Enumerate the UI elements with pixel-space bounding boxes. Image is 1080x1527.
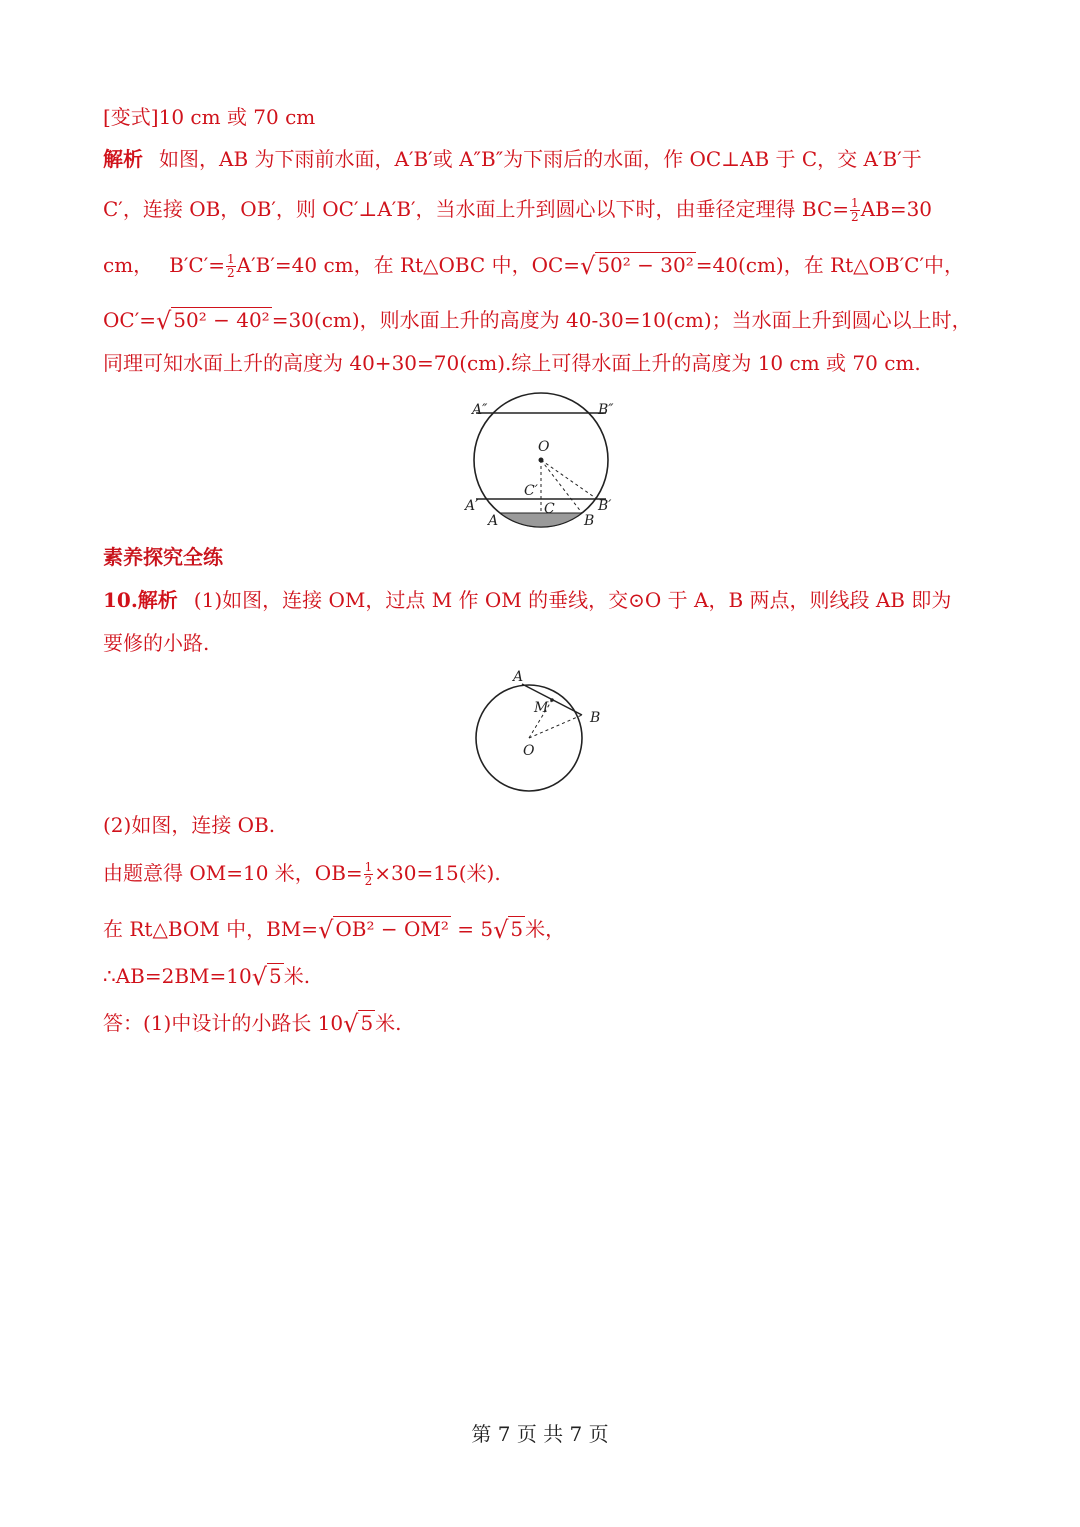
solution1-line2 (103, 194, 983, 224)
label-A2: A″ (472, 402, 488, 418)
part2-line2 (103, 858, 983, 888)
solution1-text-2b: AB=30 (860, 197, 933, 221)
sqrt-five: √ 5 (493, 916, 524, 944)
variant-answer: 10 cm 或 70 cm (158, 105, 316, 129)
label-O: O (523, 743, 535, 759)
part2-text-3b: = 5 (450, 917, 494, 941)
solution1-text-3c: A′B′=40 cm，在 Rt△OBC 中，OC= (236, 253, 581, 277)
fraction-one-half: $\frac{1}{2}$ (364, 860, 373, 888)
label-M: M (534, 700, 549, 716)
section-title: 素养探究全练 (103, 545, 223, 569)
q10-line1 (103, 585, 983, 615)
solution1-text-3a: cm， (103, 253, 154, 277)
part2-text-2a: 由题意得 OM=10 米，OB= (103, 861, 363, 885)
variant-label: [变式] (103, 105, 159, 129)
part2-text-2b: ×30=15(米). (374, 861, 501, 885)
solution1-line4 (103, 305, 983, 335)
label-A1: A′ (465, 498, 479, 514)
label-O: O (538, 439, 550, 455)
q10-text-2: 要修的小路. (103, 631, 210, 655)
q10-line2 (103, 628, 983, 658)
sqrt-five: √ 5 (343, 1010, 374, 1038)
label-C1: C′ (524, 483, 538, 499)
sqrt-expression: √ OB² − OM² (318, 916, 449, 944)
sqrt-expression: √ 50² − 40² (156, 307, 270, 335)
solution1-text-2a: C′，连接 OB，OB′，则 OC′⊥A′B′，当水面上升到圆心以下时，由垂径定理得 BC= (103, 197, 850, 221)
sqrt-five: √ 5 (251, 963, 282, 991)
label-B1: B′ (598, 498, 612, 514)
part2-line3 (103, 914, 983, 944)
page-footer: 第 7 页 共 7 页 (471, 1422, 609, 1446)
part2-text-4a: ∴AB=2BM=10 (103, 964, 252, 988)
solution-label: 解析 (103, 147, 143, 171)
solution1-text-3b: B′C′= (169, 253, 226, 277)
fraction-one-half: $\frac{1}{2}$ (851, 196, 859, 224)
label-C: C (544, 501, 555, 517)
figure1-circle-diagram (460, 395, 620, 535)
label-A: A (513, 669, 524, 685)
fraction-one-half: $\frac{1}{2}$ (227, 252, 235, 280)
solution1-line1 (103, 144, 983, 174)
solution1-line3 (103, 250, 983, 280)
part2-line5 (103, 1008, 983, 1038)
solution1-text-4a: OC′= (103, 308, 156, 332)
q10-number: 10. (103, 588, 138, 612)
part2-text-1: (2)如图，连接 OB. (103, 813, 276, 837)
part2-text-3c: 米， (525, 917, 566, 941)
q10-text-1: (1)如图，连接 OM，过点 M 作 OM 的垂线，交⊙O 于 A，B 两点，则线段 AB 即为 (193, 588, 952, 612)
sqrt-expression: √ 50² − 30² (580, 252, 694, 280)
figure2-circle-diagram (470, 665, 610, 800)
q10-label: 解析 (137, 588, 178, 612)
variant-answer-line (103, 102, 983, 132)
part2-text-5b: 米. (375, 1011, 402, 1035)
solution1-line5 (103, 348, 983, 378)
part2-text-4b: 米. (283, 964, 311, 988)
part2-text-5a: 答：(1)中设计的小路长 10 (103, 1011, 344, 1035)
label-A: A (488, 513, 499, 529)
solution1-text-3d: =40(cm)，在 Rt△OB′C′中， (695, 253, 965, 277)
solution1-text-5: 同理可知水面上升的高度为 40+30=70(cm).综上可得水面上升的高度为 10 cm 或 70 cm. (103, 351, 921, 375)
part2-text-3a: 在 Rt△BOM 中，BM= (103, 917, 319, 941)
part2-line1 (103, 810, 983, 840)
label-B2: B″ (598, 402, 614, 418)
label-B: B (590, 710, 601, 726)
part2-line4 (103, 961, 983, 991)
solution1-text-1: 如图，AB 为下雨前水面，A′B′或 A″B″为下雨后的水面，作 OC⊥AB 于 C，交 A′B′于 (159, 147, 922, 171)
solution1-text-4b: =30(cm)，则水面上升的高度为 40-30=10(cm)；当水面上升到圆心以上时， (271, 308, 972, 332)
label-B: B (584, 513, 595, 529)
